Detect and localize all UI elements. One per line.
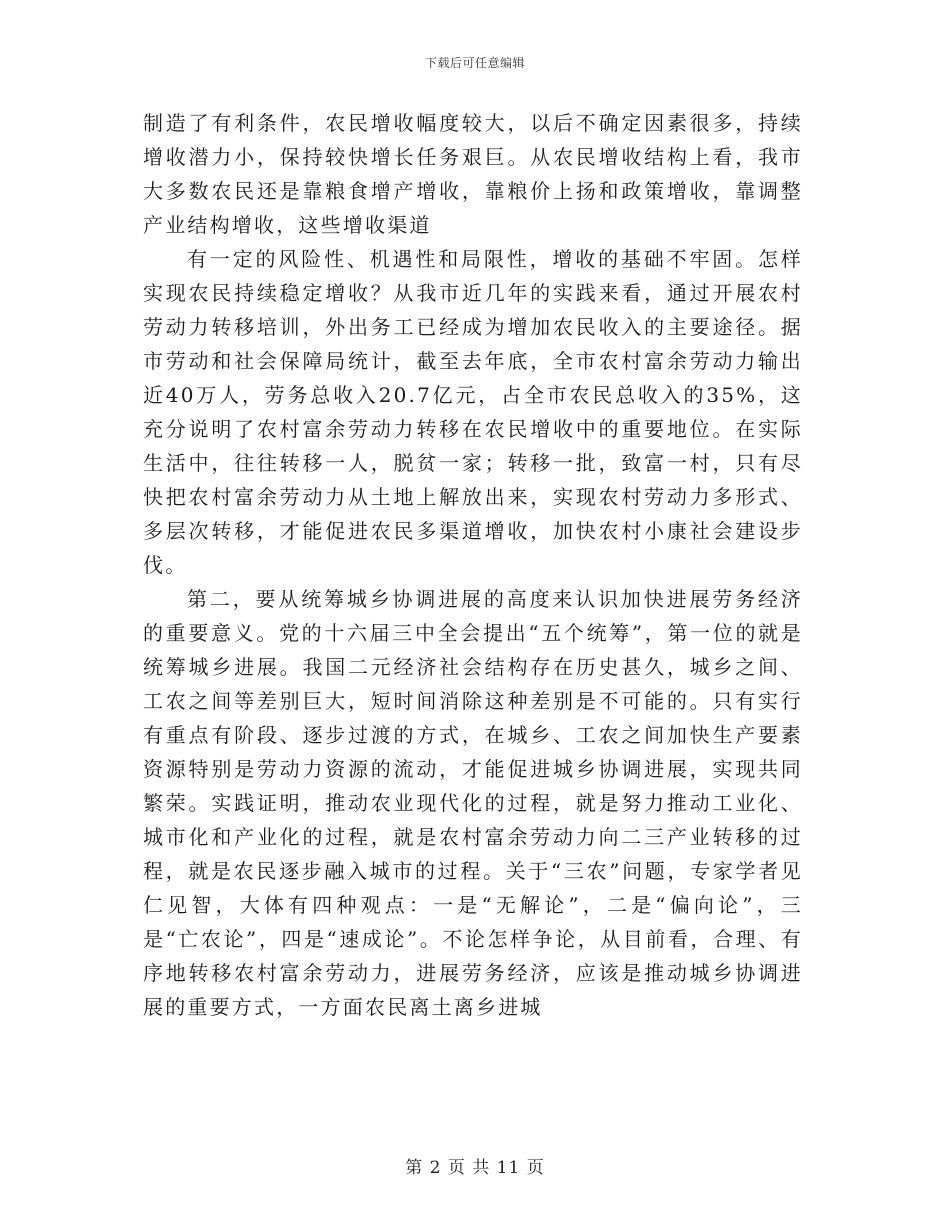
paragraph-2: 有一定的风险性、机遇性和局限性，增收的基础不牢固。怎样实现农民持续稳定增收？从我市近几年的实践来看，通过开展农村劳动力转移培训，外出务工已经成为增加农民收入的主要途径。据市劳动和社会保障局统计，截至去年底，全市农村富余劳动力输出近40万人，劳务总收入20.7亿元，占全市农民总收入的35%，这充分说明了农村富余劳动力转移在农民增收中的重要地位。在实际生活中，往往转移一人，脱贫一家；转移一批，致富一村，只有尽快把农村富余劳动力从土地上解放出来，实现农村劳动力多形式、多层次转移，才能促进农民多渠道增收，加快农村小康社会建设步伐。 xyxy=(143,247,803,577)
page-number-footer: 第 2 页 共 11 页 xyxy=(405,1158,545,1178)
document-body xyxy=(143,106,803,1024)
page-header: 下载后可任意编辑 xyxy=(424,56,525,70)
paragraph-3: 第二，要从统筹城乡协调进展的高度来认识加快进展劳务经济的重要意义。党的十六届三中全会提出“五个统筹”，第一位的就是统筹城乡进展。我国二元经济社会结构存在历史甚久，城乡之间、工农之间等差别巨大，短时间消除这种差别是不可能的。只有实行有重点有阶段、逐步过渡的方式，在城乡、工农之间加快生产要素资源特别是劳动力资源的流动，才能促进城乡协调进展，实现共同繁荣。实践证明，推动农业现代化的过程，就是努力推动工业化、城市化和产业化的过程，就是农村富余劳动力向二三产业转移的过程，就是农民逐步融入城市的过程。关于“三农”问题，专家学者见仁见智，大体有四种观点：一是“无解论”，二是“偏向论”，三是“亡农论”，四是“速成论”。不论怎样争论，从目前看，合理、有序地转移农村富余劳动力，进展劳务经济，应该是推动城乡协调进展的重要方式，一方面农民离土离乡进城 xyxy=(143,587,803,1019)
paragraph-1: 制造了有利条件，农民增收幅度较大，以后不确定因素很多，持续增收潜力小，保持较快增长任务艰巨。从农民增收结构上看，我市大多数农民还是靠粮食增产增收，靠粮价上扬和政策增收，靠调整产业结构增收，这些增收渠道 xyxy=(143,111,803,237)
